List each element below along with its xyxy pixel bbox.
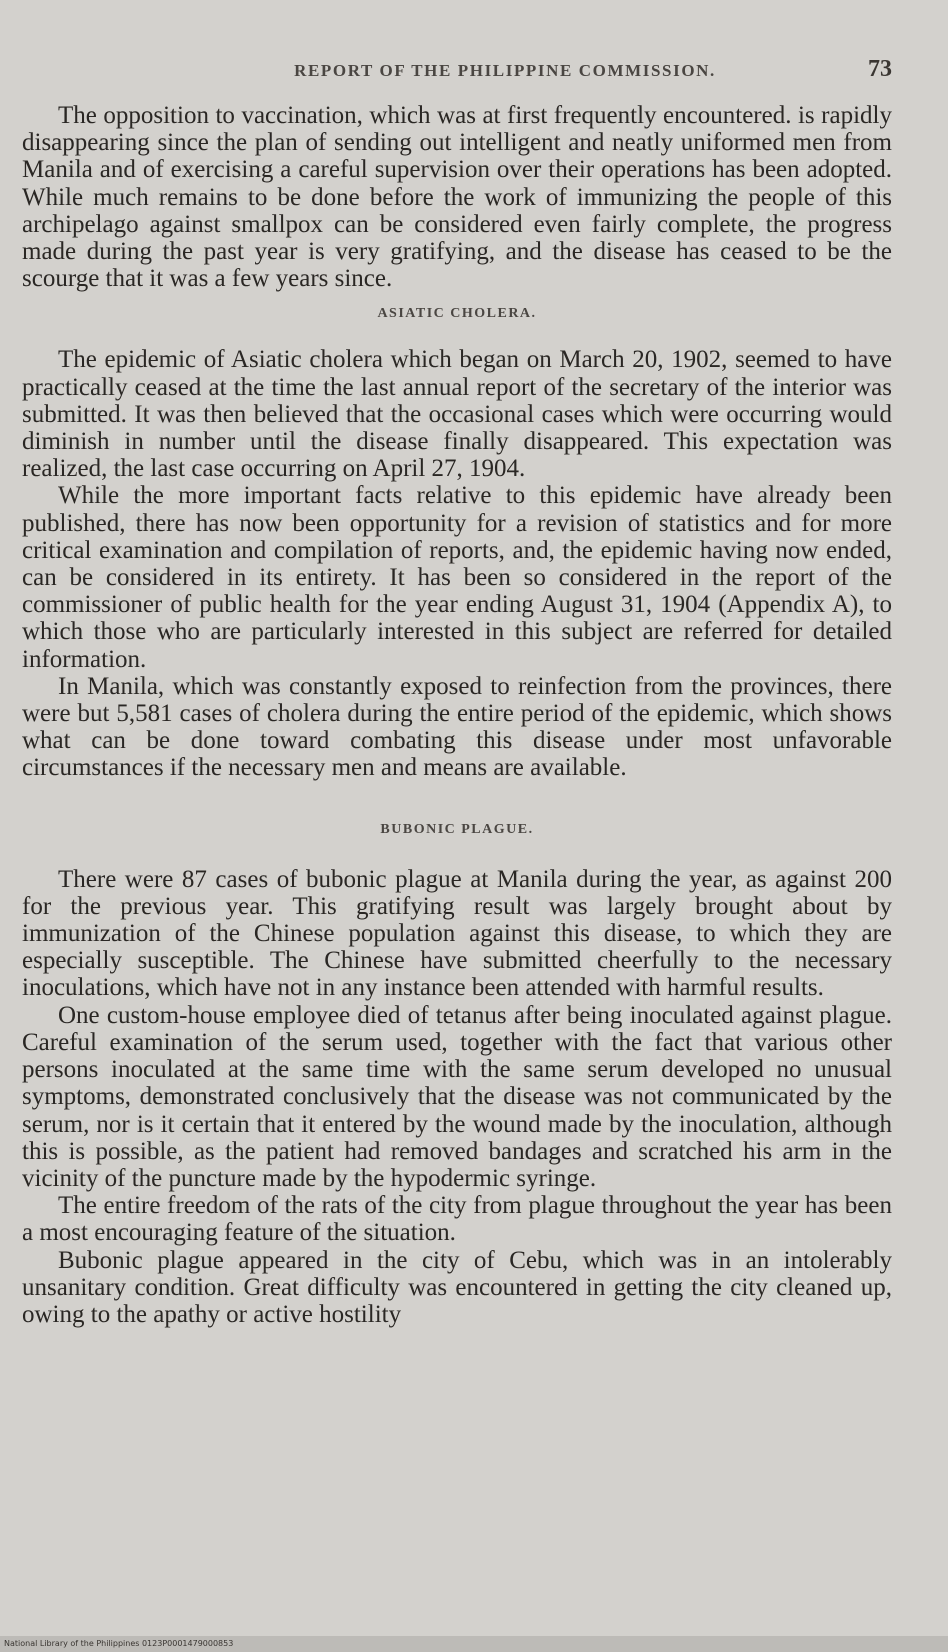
paragraph-cholera-3: In Manila, which was constantly exposed to reinfection from the provinces, there were but 5,581 cases of cholera during the entire period of the epidemic, which shows what can be done toward combating this disease under most unfavorable circumstances if the necessary men and means are available. xyxy=(22,672,892,782)
section-heading-cholera: ASIATIC CHOLERA. xyxy=(377,306,537,322)
plague-section xyxy=(22,822,892,1328)
paragraph-plague-4: Bubonic plague appeared in the city of Cebu, which was in an intolerably unsanitary condition. Great difficulty was encountered in getting the city cleaned up, owing to the apathy or active hostility xyxy=(22,1246,892,1328)
intro-section xyxy=(22,102,892,292)
paragraph-cholera-1: The epidemic of Asiatic cholera which began on March 20, 1902, seemed to have practically ceased at the time the last annual report of the secretary of the interior was submitted. It was then believed that the occasional cases which were occurring would diminish in number until the disease finally disappeared. This expectation was realized, the last case occurring on April 27, 1904. xyxy=(22,346,892,483)
paragraph-plague-1: There were 87 cases of bubonic plague at Manila during the year, as against 200 for the previous year. This gratifying result was largely brought about by immunization of the Chinese population against this disease, to which they are especially susceptible. The Chinese have submitted cheerfully to the necessary inoculations, which have not in any instance been attended with harmful results. xyxy=(22,865,892,1002)
running-head: REPORT OF THE PHILIPPINE COMMISSION. xyxy=(294,61,716,80)
cholera-section xyxy=(22,306,892,781)
section-heading-plague: BUBONIC PLAGUE. xyxy=(380,821,534,837)
page-number: 73 xyxy=(868,56,892,82)
paragraph-plague-2: One custom-house employee died of tetanus after being inoculated against plague. Careful examination of the serum used, together with the fact that various other persons inoculated at the same time with the same serum developed no unusual symptoms, demonstrated conclusively that the disease was not communicated by the serum, nor is it certain that it entered by the wound made by the inoculation, although this is possible, as the patient had removed bandages and scratched his arm in the vicinity of the puncture made by the hypodermic syringe. xyxy=(22,1001,892,1192)
paragraph-vaccination: The opposition to vaccination, which was at first frequently encountered. is rapidly disappearing since the plan of sending out intelligent and neatly uniformed men from Manila and of exercising a careful supervision over their operations has been adopted. While much remains to be done before the work of immunizing the people of this archipelago against smallpox can be considered even fairly complete, the progress made during the past year is very gratifying, and the disease has ceased to be the scourge that it was a few years since. xyxy=(22,102,892,293)
scan-footer: National Library of the Philippines 0123P0001479000853 xyxy=(0,1636,948,1652)
paragraph-cholera-2: While the more important facts relative to this epidemic have already been published, there has now been opportunity for a revision of statistics and for more critical examination and compilation of reports, and, the epidemic having now ended, can be considered in its entirety. It has been so considered in the report of the commissioner of public health for the year ending August 31, 1904 (Appendix A), to which those who are particularly interested in this subject are referred for detailed information. xyxy=(22,482,892,673)
paragraph-plague-3: The entire freedom of the rats of the city from plague throughout the year has been a most encouraging feature of the situation. xyxy=(22,1192,892,1247)
page-header xyxy=(22,56,892,96)
